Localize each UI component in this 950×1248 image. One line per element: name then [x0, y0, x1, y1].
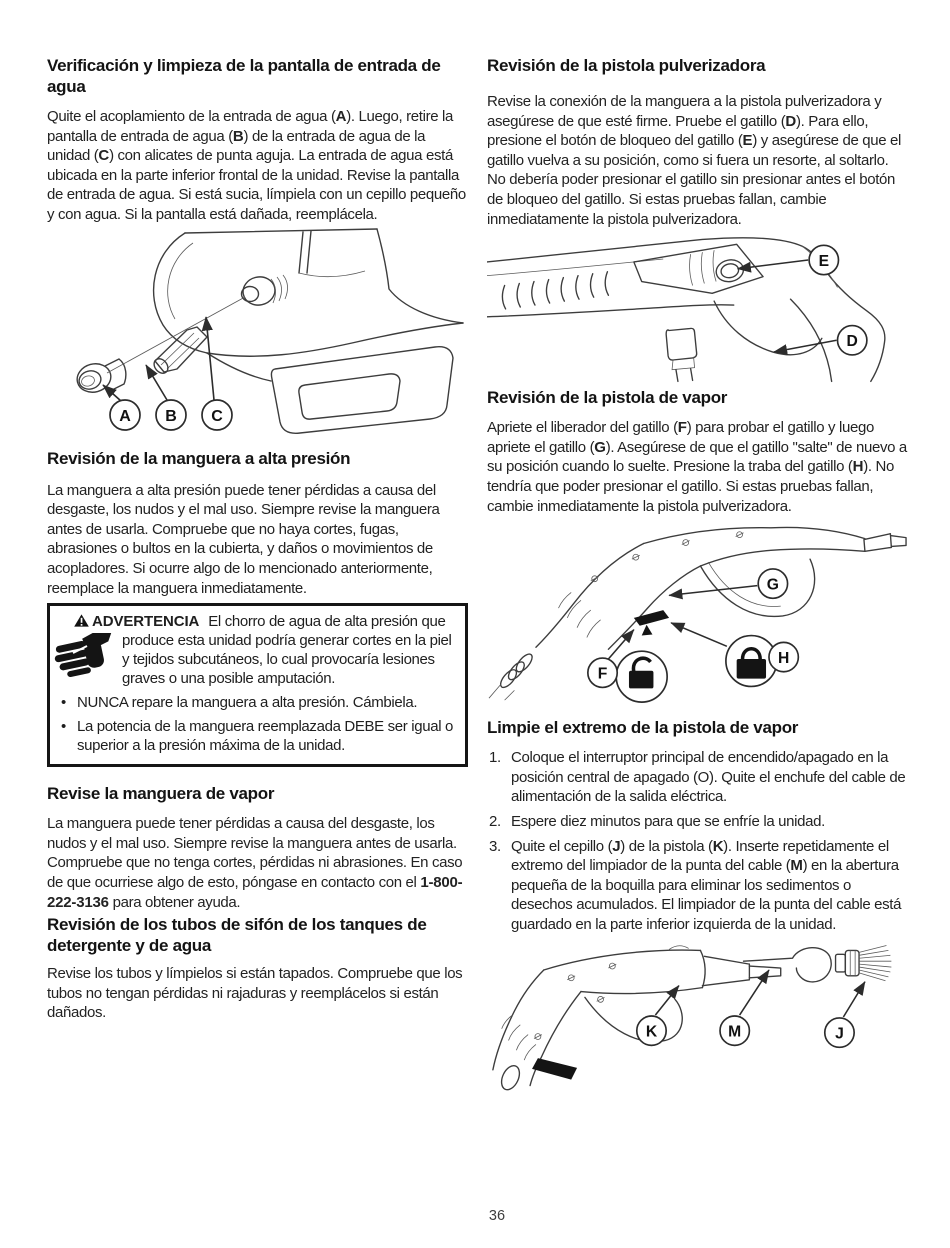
callout-f	[588, 658, 617, 687]
padlock-open-icon	[616, 651, 667, 702]
heading-siphon-tubes: Revisión de los tubos de sifón de los tanques de detergente y de agua	[47, 915, 427, 956]
svg-text:J: J	[835, 1025, 844, 1043]
callout-b	[156, 400, 186, 430]
svg-text:G: G	[766, 576, 779, 594]
step-3: 3. Quite el cepillo (J) de la pistola (K). Inserte repetidamente el extremo del limpiador de la punta del cable (M) en la abertura pequeña de la boquilla para eliminar los sedimentos o desechos acumulados. El limpiador de la punta del cable está guardado en la parte inferior izquierda de la unidad.	[489, 837, 902, 933]
spray-gun-illustration	[487, 231, 908, 383]
right-column	[487, 55, 908, 1094]
warning-bullet: • La potencia de la manguera reemplazada DEBE ser igual o superior a la presión máxima de la unidad.	[60, 717, 455, 755]
callout-h	[769, 643, 798, 672]
warning-box	[47, 603, 468, 767]
heading-high-pressure-hose: Revisión de la manguera a alta presión	[47, 448, 351, 468]
svg-text:D: D	[846, 333, 858, 351]
water-inlet-illustration	[47, 227, 468, 442]
step-2: 2. Espere diez minutos para que se enfríe la unidad.	[489, 812, 825, 830]
callout-d	[838, 326, 867, 355]
brush-part	[836, 946, 892, 981]
warning-triangle-icon	[74, 614, 89, 627]
heading-steam-hose: Revise la manguera de vapor	[47, 784, 275, 804]
svg-text:F: F	[597, 665, 608, 683]
svg-text:M: M	[728, 1024, 742, 1042]
hand-laceration-icon	[53, 633, 117, 677]
heading-spray-gun-check: Revisión de la pistola pulverizadora	[487, 56, 766, 75]
figure-water-inlet-parts	[47, 227, 468, 442]
heading-steam-gun-check: Revisión de la pistola de vapor	[487, 388, 728, 408]
step-1: 1. Coloque el interruptor principal de encendido/apagado en la posición central de apagado (O). Quite el enchufe del cable de alimentación de la salida eléctrica.	[489, 749, 906, 806]
left-column	[47, 55, 468, 1023]
paragraph-siphon-tubes: Revise los tubos y límpielos si están tapados. Compruebe que los tubos no tengan pérdidas ni rajaduras y reemplácelos si están dañados.	[47, 965, 463, 1022]
callout-a	[110, 400, 140, 430]
callout-e	[809, 245, 838, 274]
page-number: 36	[488, 1208, 506, 1224]
warning-title: ADVERTENCIA	[74, 613, 199, 630]
callout-j	[825, 1018, 854, 1047]
steam-gun-cleaning-illustration	[487, 939, 908, 1094]
figure-steam-gun-lock	[487, 516, 908, 711]
heading-clean-steam-gun-tip: Limpie el extremo de la pistola de vapor	[487, 718, 799, 738]
paragraph-steam-gun-check: Apriete el liberador del gatillo (F) para probar el gatillo y luego apriete el gatillo (G). Asegúrese de que el gatillo "salte" de nuevo a su posición cuando lo suelte. Presione la traba del gatillo (H). No tendría que poder presionar el gatillo. Si estas pruebas fallan, cambie inmediatamente la pistola pulverizadora.	[487, 419, 907, 515]
svg-text:H: H	[778, 650, 790, 668]
paragraph-high-pressure-hose: La manguera a alta presión puede tener pérdidas a causa del desgaste, los nudos y el mal uso. Siempre revise la manguera antes de usarla. Compruebe que no haya cortes, fugas, abrasiones o bultos en la cubierta, y daños o movimientos de acopladores. Si ocurre algo de lo mencionado anteriormente, reemplace la manguera inmediatamente.	[47, 481, 440, 597]
figure-spray-gun	[487, 231, 908, 383]
paragraph-spray-gun-check: Revise la conexión de la manguera a la pistola pulverizadora y asegúrese de que esté firme. Pruebe el gatillo (D). Para ello, presione el botón de bloqueo del gatillo (E) y asegúrese de que el gatillo vuelva a su posición, como si fuera un resorte, al soltarlo. No debería poder presionar el gatillo sin presionar antes el botón de bloqueo del gatillo. Si estas pruebas fallan, cambie inmediatamente la pistola pulverizadora.	[487, 93, 902, 228]
paragraph-water-inlet-screen: Quite el acoplamiento de la entrada de agua (A). Luego, retire la pantalla de entrada de agua (B) de la entrada de agua de la unidad (C) con alicates de punta aguja. La entrada de agua está ubicada en la parte inferior frontal de la unidad. Revise la pantalla de entrada de agua. Si está sucia, límpiela con un cepillo pequeño y con agua. Si la pantalla está dañada, reemplácela.	[47, 108, 466, 223]
heading-water-inlet-screen: Verificación y limpieza de la pantalla de entrada de agua	[47, 56, 441, 96]
figure-steam-gun-cleaning	[487, 939, 908, 1094]
svg-text:E: E	[818, 253, 830, 271]
callout-c	[202, 400, 232, 430]
callout-m	[720, 1016, 749, 1045]
svg-text:K: K	[645, 1024, 658, 1042]
callout-g	[758, 569, 787, 598]
warning-bullet-list	[60, 693, 455, 755]
callout-k	[637, 1016, 666, 1045]
warning-text: ADVERTENCIA El chorro de agua de alta presión que produce esta unidad podría generar cortes en la piel y tejidos subcutáneos, lo cual provocaría lesiones graves o una posible amputación.	[122, 612, 455, 688]
paragraph-steam-hose: La manguera puede tener pérdidas a causa del desgaste, los nudos y el mal uso. Siempre revise la manguera antes de usarla. Compruebe que no tenga cortes, pérdidas ni abrasiones. En caso de que ocurriese algo de esto, póngase en contacto con el 1-800-222-3136 para obtener ayuda.	[47, 815, 463, 911]
svg-text:C: C	[211, 407, 223, 425]
svg-text:B: B	[165, 407, 177, 425]
warning-bullet: • NUNCA repare la manguera a alta presión. Cámbiela.	[60, 693, 455, 712]
steam-gun-lock-illustration	[487, 516, 908, 711]
svg-text:A: A	[119, 407, 131, 425]
clean-steam-gun-steps	[487, 748, 908, 934]
